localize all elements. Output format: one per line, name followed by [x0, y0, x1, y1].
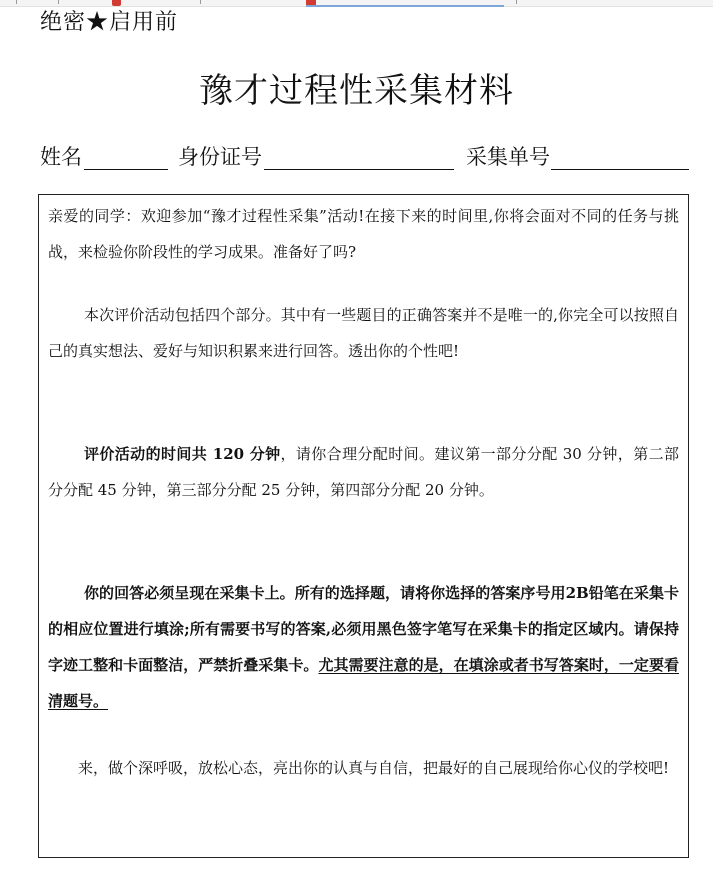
ruler-tick	[516, 0, 517, 4]
top-toolbar-strip	[0, 0, 713, 7]
answer-rules-underlined-note: 尤其需要注意的是，在填涂或者书写答案时，一定要看清题号。	[48, 656, 679, 710]
time-allocation-text: ，请你合理分配时间。建议第一部分分配 30 分钟，第二部分分配 45 分钟，第三部分分配 25 分钟，第四部分分配 20 分钟。	[48, 445, 679, 499]
name-field[interactable]	[84, 169, 168, 170]
name-label: 姓名	[40, 145, 82, 169]
id-number-field[interactable]	[264, 169, 454, 170]
instruction-paragraph-encouragement: 来，做个深呼吸，放松心态，亮出你的认真与自信，把最好的自己展现给你心仪的学校吧!	[78, 759, 670, 777]
instructions-box	[38, 194, 689, 858]
page-title: 豫才过程性采集材料	[199, 71, 514, 111]
selection-highlight	[306, 5, 504, 7]
student-info-row	[40, 140, 690, 174]
collection-number-field[interactable]	[551, 169, 689, 170]
ruler-tick	[58, 0, 59, 4]
instruction-paragraph-answer-rules	[48, 575, 679, 719]
classification-label: 绝密★启用前	[40, 10, 179, 35]
answer-rules-text: 你的回答必须呈现在采集卡上。所有的选择题，请将你选择的答案序号用2B铅笔在采集卡的相应位置进行填涂;所有需要书写的答案,必须用黑色签字笔写在采集卡的指定区域内。请保持字迹工整和卡面整洁，严禁折叠采集卡。	[48, 584, 679, 674]
bookmark-marker-icon[interactable]	[112, 0, 121, 6]
collection-number-label: 采集单号	[466, 145, 550, 169]
instruction-paragraph-time	[48, 436, 679, 508]
instruction-paragraph-welcome: 亲爱的同学：欢迎参加“豫才过程性采集”活动!在接下来的时间里,你将会面对不同的任务与挑战，来检验你阶段性的学习成果。准备好了吗?	[48, 207, 679, 261]
id-number-label: 身份证号	[178, 145, 262, 169]
ruler-tick	[16, 0, 17, 4]
time-total-emphasis: 评价活动的时间共 120 分钟	[84, 445, 281, 463]
instruction-paragraph-overview: 本次评价活动包括四个部分。其中有一些题目的正确答案并不是唯一的,你完全可以按照自己的真实想法、爱好与知识积累来进行回答。透出你的个性吧!	[48, 306, 679, 360]
ruler-tick	[200, 0, 201, 4]
